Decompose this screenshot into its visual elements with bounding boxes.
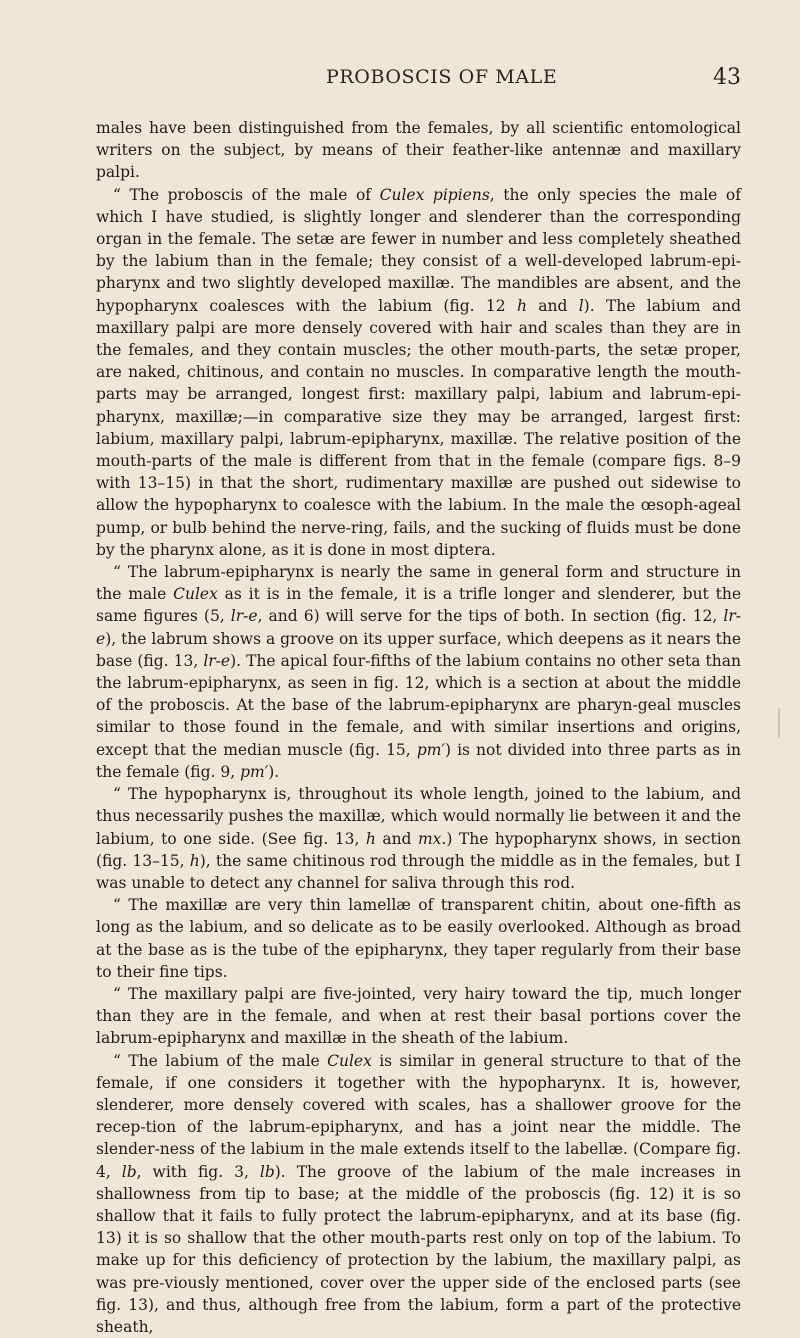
paragraph	[96, 1050, 741, 1338]
paragraph	[96, 783, 741, 894]
text-run: males have been distinguished from the females, by all scientific entomological writers on the subject, by means of their feather-like antennæ and maxillary palpi.	[96, 119, 741, 182]
italic-term: h	[516, 296, 527, 315]
page-mark	[778, 708, 780, 738]
italic-term: lr-e	[96, 607, 741, 648]
paragraph	[96, 983, 741, 1050]
text-run: “ The proboscis of the male of	[113, 185, 380, 204]
text-run: “ The labrum-epipharynx is nearly the same in general form and structure in the male	[96, 563, 741, 604]
italic-term: lb	[259, 1162, 275, 1181]
body-text	[96, 117, 741, 1338]
italic-term: lr-e	[230, 607, 258, 626]
text-run: ). The labium and maxillary palpi are more densely covered with hair and scales than they are in the females, and they contain muscles; the other mouth-parts, the setæ proper, are naked, chitinous, and contain no muscles. In comparative length the mouth-parts may be arranged, longest first: maxillary palpi, labium and labrum-epi-pharynx, maxillæ;—in comparative size they may be arranged, largest first: labium, maxillary palpi, labrum-epipharynx, maxillæ. The relative position of the mouth-parts of the male is different from that in the female (compare figs. 8–9 with 13–15) in that the short, rudimentary maxillæ are pushed out sidewise to allow the hypopharynx to coalesce with the labium. In the male the œsoph-ageal pump, or bulb behind the nerve-ring, fails, and the sucking of fluids must be done by the pharynx alone, as it is done in most diptera.	[96, 296, 741, 559]
paragraph	[96, 561, 741, 783]
text-run: .) The hypopharynx shows, in section (fig. 13–15,	[96, 829, 741, 870]
text-run: “ The hypopharynx is, throughout its whole length, joined to the labium, and thus necessarily pushes the maxillæ, which would normally lie between it and the labium, to one side. (See fig. 13,	[96, 785, 741, 848]
text-run: , the only species the male of which I have studied, is slightly longer and slenderer than the corresponding organ in the female. The setæ are fewer in number and less completely sheathed by the labium than in the female; they consist of a well-developed labrum-epi-pharynx and two slightly developed maxillæ. The mandibles are absent, and the hypopharynx coalesces with the labium (fig. 12	[96, 185, 741, 315]
running-title: PROBOSCIS OF MALE	[326, 66, 558, 88]
paragraph	[96, 184, 741, 561]
text-run: and	[375, 829, 418, 848]
italic-term: pm′	[240, 762, 269, 781]
running-head	[96, 66, 741, 96]
text-run: is similar in general structure to that of the female, if one considers it together with the hypopharynx. It is, however, slenderer, more densely covered with scales, has a shallower groove for the recep-tion of the labrum-epipharynx, and has a joint near the middle. The slender-ness of the labium in the male extends itself to the labellæ. (Compare fig. 4,	[96, 1051, 741, 1181]
italic-term: lb	[121, 1162, 137, 1181]
text-run: and	[526, 296, 579, 315]
italic-term: l	[578, 296, 584, 315]
text-run: as it is in the female, it is a trifle longer and slenderer, but the same figures (5,	[96, 585, 741, 626]
text-run: ). The groove of the labium of the male increases in shallowness from tip to base; at the middle of the proboscis (fig. 12) it is so shallow that it fails to fully protect the labrum-epipharynx, and at its base (fig. 13) it is so shallow that the other mouth-parts rest only on top of the labium. To make up for this deficiency of protection by the labium, the maxillary palpi, as was pre-viously mentioned, cover over the upper side of the enclosed parts (see fig. 13), and thus, although free from the labium, form a part of the protective sheath,	[96, 1162, 741, 1336]
italic-term: Culex	[327, 1051, 372, 1070]
text-run: ). The apical four-fifths of the labium contains no other seta than the labrum-epipharynx, as seen in fig. 12, which is a section at about the middle of the proboscis. At the base of the labrum-epipharynx are pharyn-geal muscles similar to those found in the female, and with similar insertions and origins, except that the median muscle (fig. 15,	[96, 651, 741, 759]
paragraph	[96, 894, 741, 983]
italic-term: mx	[417, 829, 442, 848]
text-run: ).	[268, 762, 280, 781]
text-run: “ The maxillary palpi are five-jointed, very hairy toward the tip, much longer than they are in the female, and when at rest their basal portions cover the labrum-epipharynx and maxillæ in the sheath of the labium.	[96, 984, 741, 1048]
text-run: “ The maxillæ are very thin lamellæ of transparent chitin, about one-fifth as long as the labium, and so delicate as to be easily overlooked. Although as broad at the base as is the tube of the epipharynx, they taper regularly from their base to their fine tips.	[96, 896, 741, 981]
italic-term: Culex	[173, 585, 218, 604]
text-run: ), the same chitinous rod through the middle as in the females, but I was unable to detect any channel for saliva through this rod.	[96, 851, 741, 892]
italic-term: lr-e	[203, 651, 231, 670]
text-run: ), the labrum shows a groove on its upper surface, which deepens as it nears the base (fig. 13,	[96, 629, 741, 670]
text-run: , with fig. 3,	[136, 1162, 260, 1181]
text-run: ) is not divided into three parts as in the female (fig. 9,	[96, 740, 742, 781]
italic-term: pm′	[416, 740, 445, 759]
page-number: 43	[713, 65, 741, 90]
paragraph	[96, 117, 741, 184]
text-run: “ The labium of the male	[113, 1051, 328, 1070]
italic-term: h	[365, 829, 376, 848]
text-run: , and 6) will serve for the tips of both. In section (fig. 12,	[257, 607, 724, 626]
italic-term: Culex pipiens	[379, 185, 490, 204]
italic-term: h	[189, 851, 200, 870]
